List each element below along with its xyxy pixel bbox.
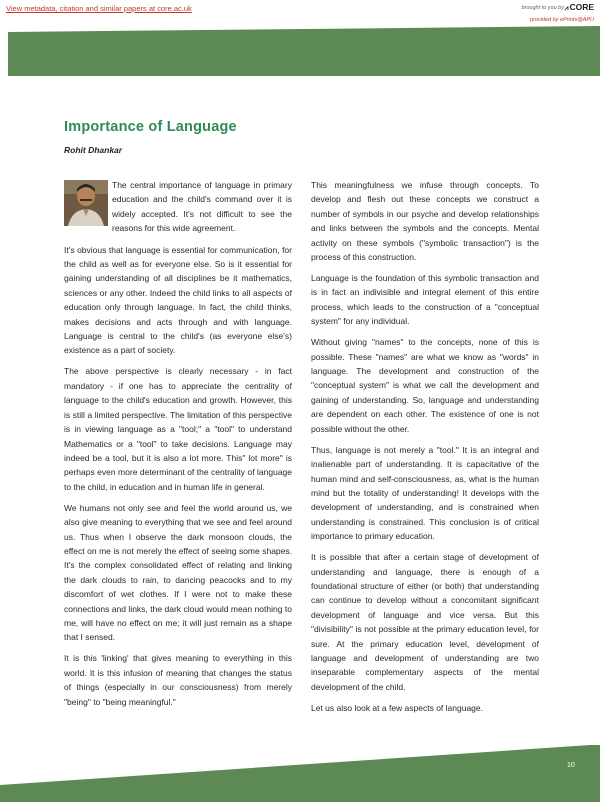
paragraph: Thus, language is not merely a "tool." It is an integral and inalienable part of understanding. It is capacitative of the human mind and self-consciousness, as, what is the human mind but the totality of understanding! It develops with the development of understanding, and is constrained when understanding is constrained. This conclusion is of critical importance to primary education.: [311, 444, 539, 542]
article-title: Importance of Language: [64, 119, 237, 135]
paragraph: It is possible that after a certain stage of development of understanding and language, there is enough of a foundational structure of either (or both) that understanding can continue to develop without a concomitant significant development of language and vice versa. But this "divisibility" is not possible at the primary education level, for sure. At the primary education level, development of language and development of understanding are two inseparable complementary aspects of the mental development of the child.: [311, 552, 539, 692]
top-banner-shape: [8, 26, 600, 76]
bottom-banner-shape: [0, 745, 600, 802]
top-bar: [0, 0, 600, 23]
paragraph: It is this 'linking' that gives meaning to everything in this world. It is this infusion of meaning that changes the status of things (especially in our consciousness) from merely "being" to "being meaningful.": [64, 653, 292, 707]
paragraph: The central importance of language in primary education and the child's command over it is widely accepted. It's not difficult to see the reasons for this wide agreement.: [112, 180, 292, 234]
provided-by-link[interactable]: provided by ePrints@APU: [530, 17, 594, 23]
core-logo-icon: ⩘: [564, 5, 569, 12]
paragraph: Without giving "names" to the concepts, none of this is possible. These "names" are what we know as "words" in language. The development and construction of the "conceptual system" is what we call the development and gaining of understanding. So, language and understanding are dependent on each other. The existence of one is not possible without the other.: [311, 337, 539, 434]
paragraph: The above perspective is clearly necessary - in fact mandatory - if one has to appreciate the centrality of language to the child's education and growth. However, this is still a limited perspective. The limitation of this perspective is in viewing language as a "tool;" a "tool" to understand Mathematics or a "tool" to take decisions. Language may indeed be a tool, but it is also a lot more. This" lot more" is perhaps even more determinant of the centrality of language to the child, in education and in human life in general.: [64, 366, 292, 492]
paragraph: Language is the foundation of this symbolic transaction and is in fact an indivisible and integral element of this entire process, which leads to the construction of a "conceptual system" for any individual.: [311, 273, 539, 327]
right-column: [311, 178, 539, 722]
left-column: [64, 178, 292, 716]
core-logo[interactable]: [564, 2, 594, 13]
paragraph: Let us also look at a few aspects of language.: [311, 702, 484, 713]
paragraph: It's obvious that language is essential for communication, for the child as well as for everyone else. So is it essential for gaining understanding of all disciplines be it mathematics, sciences or any other. Indeed the child links to all aspects of education only through language. In fact, the child thinks, makes decisions and acts through and with language. Language is central to the child's (as everyone else's) existence as a part of society.: [64, 244, 292, 356]
article-author: Rohit Dhankar: [64, 145, 123, 155]
paragraph: We humans not only see and feel the world around us, we also give meaning to everything that we see and feel around us. Thus when I observe the dark monsoon clouds, the effect on me is not merely the effect of seeing some shapes. It's the complex consolidated effect of relating and linking the dark clouds to rain, to dancing peacocks and to my discomfort of wet clothes. If I were not to make these connections and links, the dark cloud would mean nothing to me, will have no effect on me; it will just remain as a shape that I sensed.: [64, 502, 292, 643]
top-banner: [0, 26, 600, 76]
core-metadata-link[interactable]: View metadata, citation and similar papers at core.ac.uk: [6, 4, 192, 13]
page-number: 10: [567, 762, 575, 769]
paragraph: This meaningfulness we infuse through concepts. To develop and flesh out these concepts we construct a number of symbols in our psyche and develop relationships and links between the symbols and the concepts. Mental activity on these symbols ("symbolic transaction") is the process of this construction.: [311, 180, 539, 263]
brought-by-text: brought to you by: [521, 5, 564, 11]
core-logo-text: CORE: [569, 2, 594, 12]
bottom-banner: [0, 745, 600, 802]
